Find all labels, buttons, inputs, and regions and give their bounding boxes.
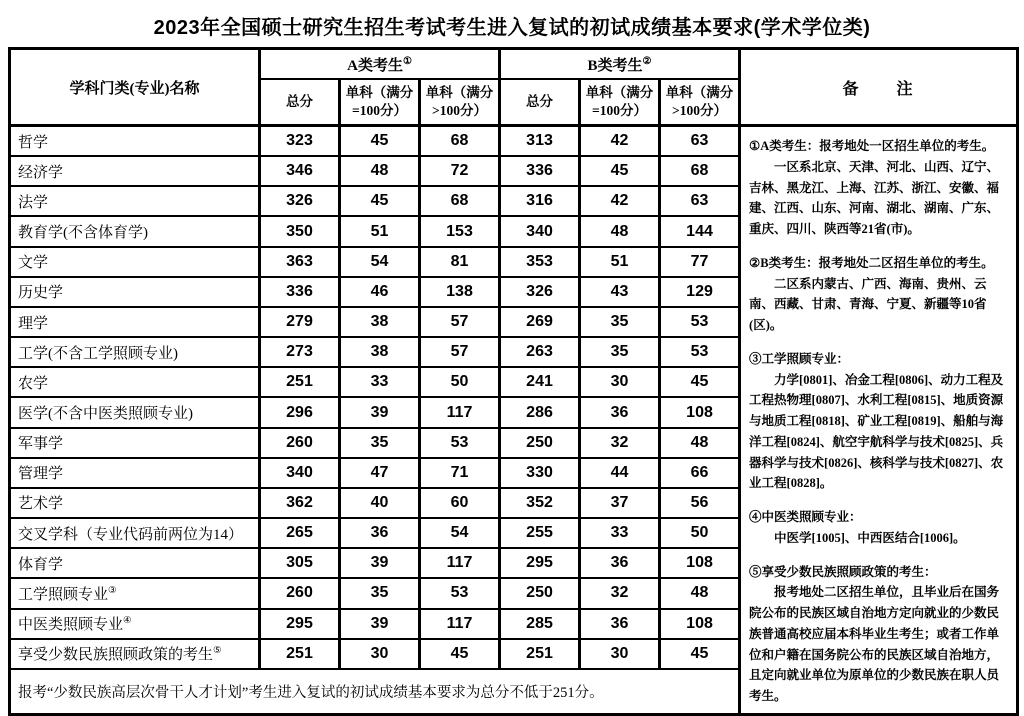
group-a-footnote-mark: ①	[402, 55, 412, 67]
score-cell: 38	[340, 307, 420, 337]
score-cell: 108	[660, 397, 740, 427]
score-cell: 296	[260, 397, 340, 427]
subject-name-label: 体育学	[18, 556, 64, 573]
score-cell: 255	[500, 518, 580, 548]
score-cell: 68	[420, 186, 500, 216]
subject-name-label: 中医类照顾专业	[18, 617, 124, 634]
table-row	[10, 126, 1018, 157]
subject-name-label: 医学(不含中医类照顾专业)	[18, 406, 193, 422]
score-cell: 263	[500, 337, 580, 367]
score-cell: 48	[660, 578, 740, 608]
subject-name-cell	[10, 277, 260, 307]
score-cell: 265	[260, 518, 340, 548]
score-cell: 57	[420, 307, 500, 337]
note-body-text: 一区系北京、天津、河北、山西、辽宁、吉林、黑龙江、上海、江苏、浙江、安徽、福建、江西、山东、河南、湖北、湖南、广东、重庆、四川、陕西等21省(市)。	[749, 159, 1000, 236]
score-cell: 305	[260, 548, 340, 578]
score-cell: 336	[260, 277, 340, 307]
column-header-single-over100-b: 单科（满分>100分）	[660, 79, 740, 126]
score-cell: 39	[340, 397, 420, 427]
score-cell: 250	[500, 428, 580, 458]
score-cell: 269	[500, 307, 580, 337]
subject-name-cell	[10, 156, 260, 186]
remarks-content	[740, 126, 1018, 715]
subject-name-label: 工学照顾专业	[18, 586, 109, 603]
subject-name-label: 理学	[18, 315, 49, 332]
subject-name-cell	[10, 488, 260, 518]
subject-footnote-mark: ③	[108, 585, 117, 596]
column-header-group-a	[260, 49, 500, 80]
score-cell: 36	[580, 609, 660, 639]
score-cell: 35	[340, 428, 420, 458]
score-cell: 316	[500, 186, 580, 216]
subject-name-cell	[10, 397, 260, 427]
score-cell: 153	[420, 216, 500, 246]
subject-name-label: 享受少数民族照顾政策的考生	[18, 647, 214, 664]
subject-name-cell	[10, 216, 260, 246]
score-cell: 45	[580, 156, 660, 186]
column-header-group-b	[500, 49, 740, 80]
score-cell: 129	[660, 277, 740, 307]
note-heading: ①A类考生：报考地处一区招生单位的考生。	[749, 139, 995, 153]
score-cell: 72	[420, 156, 500, 186]
score-cell: 53	[420, 428, 500, 458]
note-body-text: 力学[0801]、冶金工程[0806]、动力工程及工程热物理[0807]、水利工程[0815]、地质资源与地质工程[0818]、矿业工程[0819]、船舶与海洋工程[0824]、航空宇航科学与技术[0825]、兵器科学与技术[0826]、核科学与技术[0827]、农业工程[0828]。	[749, 372, 1004, 491]
note-group	[749, 349, 1008, 494]
score-cell: 295	[500, 548, 580, 578]
subject-name-cell	[10, 458, 260, 488]
group-a-label: A类考生	[347, 57, 403, 74]
score-cell: 71	[420, 458, 500, 488]
score-cell: 323	[260, 126, 340, 157]
score-cell: 68	[420, 126, 500, 157]
note-heading: ③工学照顾专业：	[749, 351, 850, 366]
column-header-total-b: 总分	[500, 79, 580, 126]
score-cell: 54	[420, 518, 500, 548]
score-cell: 53	[660, 307, 740, 337]
subject-name-label: 法学	[18, 194, 49, 211]
score-requirements-table	[8, 47, 1019, 716]
score-cell: 42	[580, 186, 660, 216]
note-group	[749, 507, 1008, 549]
score-cell: 44	[580, 458, 660, 488]
note-body-text: 报考地处二区招生单位，且毕业后在国务院公布的民族区域自治地方定向就业的少数民族普通高校应届本科毕业生考生；或者工作单位和户籍在国务院公布的民族区域自治地方，且定向就业单位为原单位的少数民族在职人员考生。	[749, 585, 1000, 703]
page-title: 2023年全国硕士研究生招生考试考生进入复试的初试成绩基本要求(学术学位类)	[153, 17, 871, 39]
subject-name-cell	[10, 578, 260, 608]
note-group	[749, 253, 1008, 336]
group-b-footnote-mark: ②	[642, 55, 652, 67]
score-cell: 81	[420, 247, 500, 277]
subject-name-cell	[10, 609, 260, 639]
score-cell: 48	[660, 428, 740, 458]
score-cell: 250	[500, 578, 580, 608]
group-b-label: B类考生	[587, 57, 643, 74]
score-cell: 138	[420, 277, 500, 307]
column-header-single100-b: 单科（满分=100分）	[580, 79, 660, 126]
subject-name-label: 军事学	[18, 436, 64, 453]
score-cell: 32	[580, 428, 660, 458]
score-cell: 330	[500, 458, 580, 488]
subject-name-cell	[10, 307, 260, 337]
column-header-remarks: 备 注	[740, 49, 1018, 126]
subject-footnote-mark: ④	[123, 616, 132, 627]
subject-footnote-mark: ⑤	[213, 646, 222, 657]
score-cell: 33	[580, 518, 660, 548]
score-cell: 40	[340, 488, 420, 518]
score-cell: 251	[260, 367, 340, 397]
score-cell: 36	[340, 518, 420, 548]
score-cell: 346	[260, 156, 340, 186]
score-cell: 56	[660, 488, 740, 518]
score-cell: 326	[260, 186, 340, 216]
score-cell: 336	[500, 156, 580, 186]
subject-name-label: 哲学	[18, 134, 49, 151]
score-cell: 352	[500, 488, 580, 518]
subject-name-cell	[10, 186, 260, 216]
subject-name-label: 经济学	[18, 164, 64, 181]
score-cell: 340	[500, 216, 580, 246]
score-cell: 47	[340, 458, 420, 488]
score-cell: 251	[260, 639, 340, 669]
subject-name-label: 工学(不含工学照顾专业)	[18, 345, 178, 362]
score-cell: 350	[260, 216, 340, 246]
score-cell: 66	[660, 458, 740, 488]
subject-name-cell	[10, 518, 260, 548]
column-header-single100-a: 单科（满分=100分）	[340, 79, 420, 126]
score-cell: 241	[500, 367, 580, 397]
subject-name-cell	[10, 639, 260, 669]
note-group	[749, 562, 1008, 707]
score-cell: 313	[500, 126, 580, 157]
score-cell: 51	[580, 247, 660, 277]
score-cell: 30	[340, 639, 420, 669]
score-cell: 108	[660, 609, 740, 639]
score-cell: 362	[260, 488, 340, 518]
score-cell: 45	[420, 639, 500, 669]
subject-name-label: 艺术学	[18, 496, 64, 513]
score-cell: 48	[340, 156, 420, 186]
subject-name-cell	[10, 428, 260, 458]
score-cell: 39	[340, 609, 420, 639]
subject-name-cell	[10, 548, 260, 578]
score-cell: 57	[420, 337, 500, 367]
score-cell: 33	[340, 367, 420, 397]
score-cell: 30	[580, 367, 660, 397]
note-heading: ④中医类照顾专业：	[749, 510, 862, 524]
score-cell: 45	[340, 126, 420, 157]
score-cell: 45	[660, 639, 740, 669]
note-group	[749, 136, 1008, 240]
score-cell: 38	[340, 337, 420, 367]
score-cell: 251	[500, 639, 580, 669]
score-cell: 260	[260, 578, 340, 608]
score-cell: 53	[660, 337, 740, 367]
score-cell: 117	[420, 548, 500, 578]
subject-name-cell	[10, 126, 260, 157]
score-cell: 68	[660, 156, 740, 186]
subject-name-label: 教育学(不含体育学)	[18, 225, 148, 242]
subject-name-label: 文学	[18, 255, 49, 272]
note-heading: ⑤享受少数民族照顾政策的考生：	[749, 564, 937, 579]
score-cell: 48	[580, 216, 660, 246]
score-table-body	[10, 126, 1018, 715]
subject-name-cell	[10, 337, 260, 367]
score-cell: 63	[660, 186, 740, 216]
score-cell: 144	[660, 216, 740, 246]
column-header-total-a: 总分	[260, 79, 340, 126]
score-cell: 39	[340, 548, 420, 578]
score-cell: 35	[340, 578, 420, 608]
score-cell: 50	[420, 367, 500, 397]
score-cell: 42	[580, 126, 660, 157]
score-cell: 36	[580, 548, 660, 578]
subject-name-label: 交叉学科（专业代码前两位为14）	[18, 526, 244, 543]
score-cell: 45	[660, 367, 740, 397]
score-cell: 63	[660, 126, 740, 157]
subject-name-cell	[10, 247, 260, 277]
score-cell: 117	[420, 609, 500, 639]
score-cell: 30	[580, 639, 660, 669]
score-cell: 363	[260, 247, 340, 277]
score-cell: 108	[660, 548, 740, 578]
subject-name-label: 历史学	[18, 285, 64, 302]
score-cell: 46	[340, 277, 420, 307]
header-row-groups	[10, 49, 1018, 80]
score-cell: 353	[500, 247, 580, 277]
score-cell: 60	[420, 488, 500, 518]
score-cell: 326	[500, 277, 580, 307]
note-body-text: 中医学[1005]、中西医结合[1006]。	[774, 530, 966, 545]
score-cell: 279	[260, 307, 340, 337]
score-cell: 37	[580, 488, 660, 518]
subject-name-label: 农学	[18, 375, 49, 392]
score-cell: 260	[260, 428, 340, 458]
score-cell: 36	[580, 397, 660, 427]
score-cell: 35	[580, 307, 660, 337]
score-cell: 295	[260, 609, 340, 639]
column-header-subject: 学科门类(专业)名称	[10, 49, 260, 126]
score-cell: 77	[660, 247, 740, 277]
score-cell: 32	[580, 578, 660, 608]
note-body-text: 二区系内蒙古、广西、海南、贵州、云南、西藏、甘肃、青海、宁夏、新疆等10省(区)。	[749, 276, 987, 332]
score-cell: 285	[500, 609, 580, 639]
score-cell: 43	[580, 277, 660, 307]
score-cell: 51	[340, 216, 420, 246]
score-cell: 273	[260, 337, 340, 367]
score-cell: 286	[500, 397, 580, 427]
column-header-single-over100-a: 单科（满分>100分）	[420, 79, 500, 126]
score-cell: 50	[660, 518, 740, 548]
score-cell: 117	[420, 397, 500, 427]
score-cell: 340	[260, 458, 340, 488]
footnote-text: 报考“少数民族高层次骨干人才计划”考生进入复试的初试成绩基本要求为总分不低于251分。	[10, 669, 740, 714]
subject-name-label: 管理学	[18, 466, 64, 483]
score-cell: 54	[340, 247, 420, 277]
score-cell: 35	[580, 337, 660, 367]
note-heading: ②B类考生：报考地处二区招生单位的考生。	[749, 255, 994, 270]
subject-name-cell	[10, 367, 260, 397]
score-cell: 45	[340, 186, 420, 216]
score-cell: 53	[420, 578, 500, 608]
